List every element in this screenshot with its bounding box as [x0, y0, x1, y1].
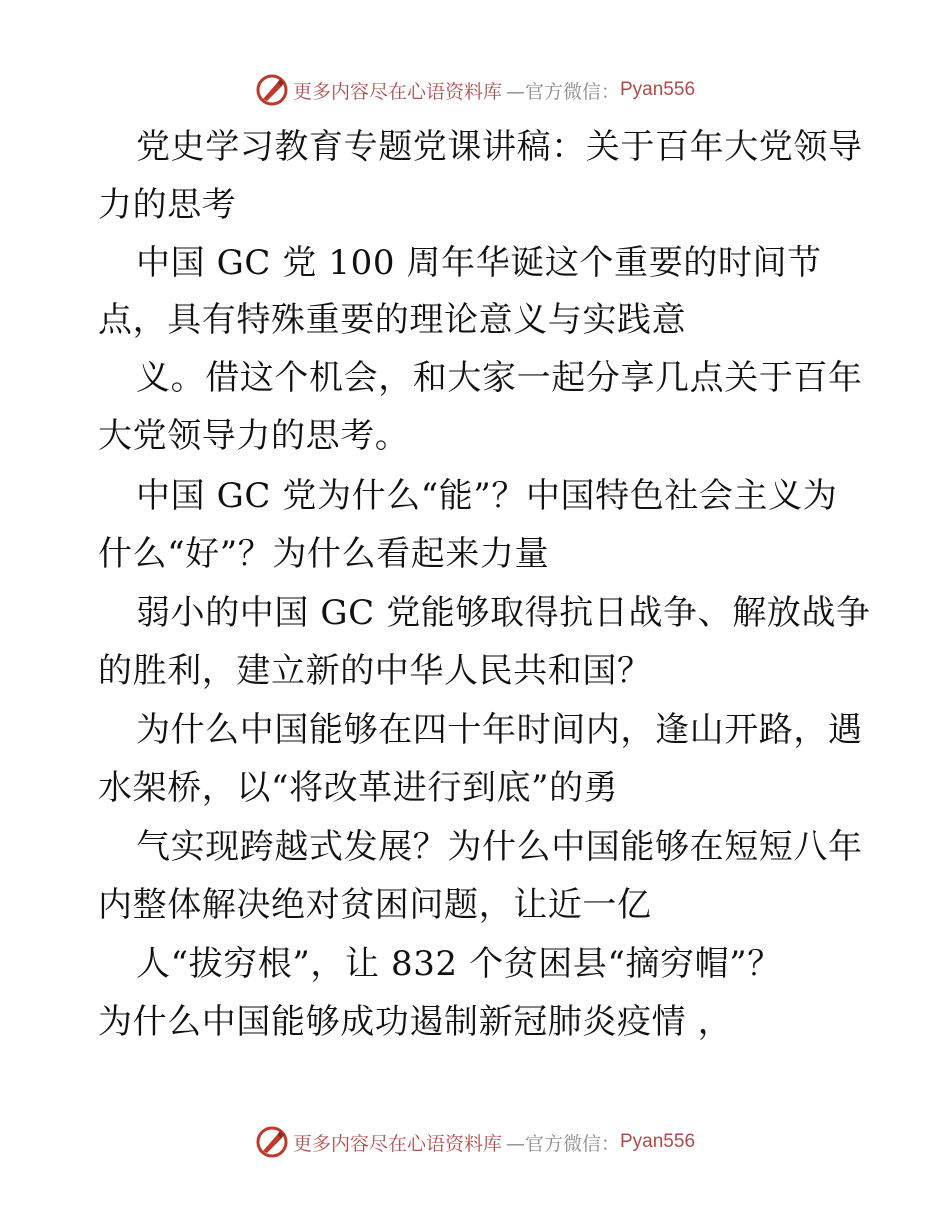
- text-line: 人“拔穷根”，让 832 个贫困县“摘穷帽”？: [136, 944, 782, 984]
- text-line: 点，具有特殊重要的理论意义与实践意: [98, 300, 687, 340]
- text-line: 的胜利，建立新的中华人民共和国？: [98, 651, 652, 691]
- text-line: 中国 GC 党为什么“能”？中国特色社会主义为: [136, 476, 838, 516]
- text-line: 为什么中国能够在四十年时间内，逢山开路，遇: [136, 710, 863, 750]
- watermark-wechat-id: Pyan556: [620, 1131, 696, 1152]
- text-line: 为什么中国能够成功遏制新冠肺炎疫情 ，: [98, 1002, 733, 1042]
- watermark-official-label: —官方微信：: [505, 1132, 620, 1155]
- text-line: 弱小的中国 GC 党能够取得抗日战争、解放战争: [136, 593, 871, 633]
- watermark-main-text: 更多内容尽在心语资料库: [292, 80, 502, 103]
- text-line: 内整体解决绝对贫困问题，让近一亿: [98, 885, 652, 925]
- text-line: 气实现跨越式发展？为什么中国能够在短短八年: [136, 827, 863, 867]
- text-line: 中国 GC 党 100 周年华诞这个重要的时间节: [136, 243, 822, 283]
- text-line: 什么“好”？为什么看起来力量: [98, 534, 550, 574]
- watermark-official-label: —官方微信：: [505, 80, 620, 103]
- text-line: 大党领导力的思考。: [98, 416, 410, 456]
- watermark-wechat-id: Pyan556: [620, 79, 696, 100]
- title-line-1: 党史学习教育专题党课讲稿：关于百年大党领导: [136, 127, 863, 167]
- header-watermark: [0, 70, 950, 110]
- text-line: 水架桥，以“将改革进行到底”的勇: [98, 768, 619, 808]
- pen-logo-icon: [255, 73, 289, 107]
- watermark-main-text: 更多内容尽在心语资料库: [292, 1132, 502, 1155]
- pen-logo-icon: [255, 1125, 289, 1159]
- footer-watermark: [0, 1122, 950, 1162]
- title-line-2: 力的思考: [98, 185, 237, 225]
- text-line: 义。借这个机会，和大家一起分享几点关于百年: [136, 358, 863, 398]
